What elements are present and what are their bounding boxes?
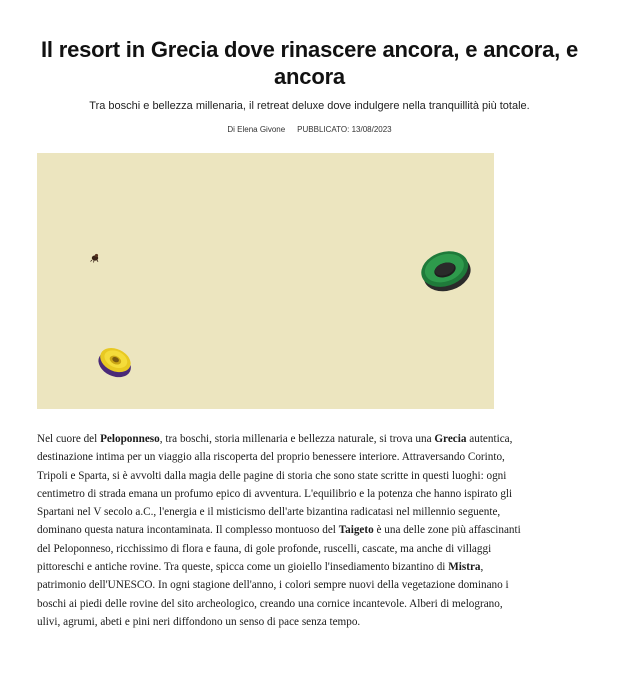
article-body — [37, 430, 527, 631]
author-name[interactable]: Di Elena Givone — [227, 125, 286, 134]
yellow-flower-icon — [93, 339, 137, 383]
body-bold-term: Peloponneso — [100, 433, 160, 445]
published-date: 13/08/2023 — [351, 125, 392, 134]
body-text-segment: , tra boschi, storia millenaria e bellezza naturale, si trova una — [159, 433, 435, 445]
bug-icon — [87, 249, 103, 265]
article-title: Il resort in Grecia dove rinascere ancora, e ancora, e ancora — [40, 37, 579, 89]
green-ring-icon — [417, 245, 473, 295]
body-text-segment: , patrimonio dell'UNESCO. In ogni stagione dell'anno, i colori sempre nuovi della vegetazione dominano i boschi ai piedi delle rovine del sito archeologico, creando una cornice incantevole. Alberi di melograno, ulivi, agrumi, abeti e pini neri diffondono un senso di pace senza tempo. — [37, 561, 509, 628]
article-subtitle: Tra boschi e bellezza millenaria, il retreat deluxe dove indulgere nella tranquillità più totale. — [89, 100, 530, 112]
body-bold-term: Mistra — [448, 561, 481, 574]
published-label: PUBBLICATO: — [297, 125, 350, 134]
body-bold-term: Grecia — [434, 433, 467, 445]
byline — [40, 124, 579, 136]
body-bold-term: Taigeto — [338, 524, 374, 537]
body-text-segment: Nel cuore del — [37, 433, 101, 445]
body-text-segment: è una delle zone più affascinanti del Peloponneso, ricchissimo di flora e fauna, di gole profonde, ruscelli, cascate, ma anche di villaggi pittoreschi e antiche rovine. Tra queste, spicca come un gioiello l'insediamento bizantino di — [37, 524, 521, 574]
hero-image — [37, 153, 494, 409]
body-text-segment: autentica, destinazione intima per un viaggio alla riscoperta del proprio benessere interiore. Attraversando Corinto, Tripoli e Sparta, si è avvolti dalla magia delle pagine di storia che sono state scritte in questi luoghi: ogni centimetro di strada emana un profumo epico di avventura. L'equilibrio e la potenza che hanno ispirato gli Spartani nel V secolo a.C., l'energia e il misticismo dell'arte bizantina radicatasi nel millennio seguente, dominano questa natura incontaminata. Il complesso montuoso del — [37, 433, 513, 537]
